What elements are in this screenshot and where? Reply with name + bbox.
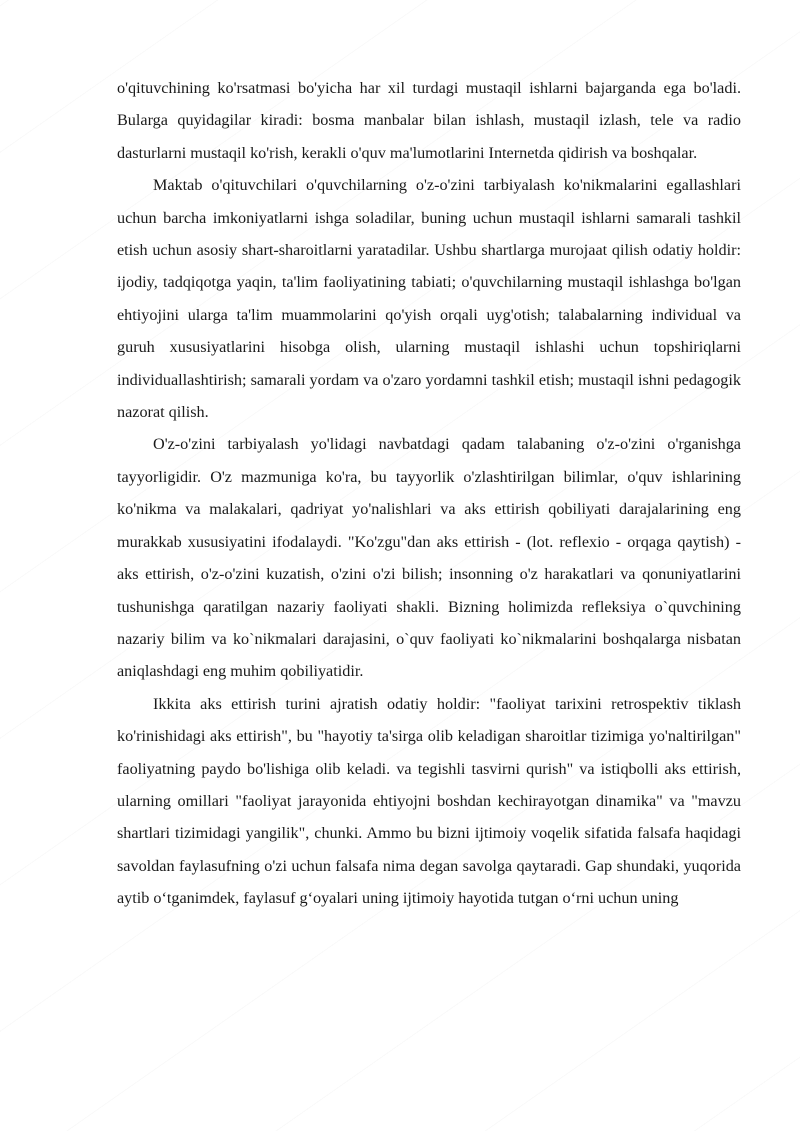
paragraph-3: O'z-o'zini tarbiyalash yo'lidagi navbatdagi qadam talabaning o'z-o'zini o'rganishga tayyorligidir. O'z mazmuniga ko'ra, bu tayyorlik o'zlashtirilgan bilimlar, o'quv ishlarining ko'nikma va malakalari, qadriyat yo'nalishlari va aks ettirish qobiliyati darajalarining eng murakkab xususiyatini ifodalaydi. "Ko'zgu"dan aks ettirish - (lot. reflexio - orqaga qaytish) - aks ettirish, o'z-o'zini kuzatish, o'zini o'zi bilish; insonning o'z harakatlari va qonuniyatlarini tushunishga qaratilgan nazariy faoliyati shakli. Bizning holimizda refleksiya o`quvchining nazariy bilim va ko`nikmalari darajasini, o`quv faoliyati ko`nikmalarini boshqalarga nisbatan aniqlashdagi eng muhim qobiliyatidir. (117, 435, 741, 681)
paragraph-4: Ikkita aks ettirish turini ajratish odatiy holdir: "faoliyat tarixini retrospektiv tiklash ko'rinishidagi aks ettirish", bu "hayotiy ta'sirga olib keladigan sharoitlar tizimiga yo'naltirilgan" faoliyatning paydo bo'lishiga olib keladi. va tegishli tasvirni qurish" va istiqbolli aks ettirish, ularning omillari "faoliyat jarayonida ehtiyojni boshdan kechirayotgan dinamika" va "mavzu shartlari tizimidagi yangilik", chunki. Ammo bu bizni ijtimoiy voqelik sifatida falsafa haqidagi savoldan faylasufning o'zi uchun falsafa nima degan savolga qaytaradi. Gap shundaki, yuqorida aytib o‘tganimdek, faylasuf g‘oyalari uning ijtimoiy hayotida tutgan o‘rni uchun uning (117, 694, 741, 908)
document-page (117, 72, 741, 915)
paragraph-2: Maktab o'qituvchilari o'quvchilarning o'z-o'zini tarbiyalash ko'nikmalarini egallashlari uchun barcha imkoniyatlarni ishga soladilar, buning uchun mustaqil ishlarni samarali tashkil etish uchun asosiy shart-sharoitlarni yaratadilar. Ushbu shartlarga murojaat qilish odatiy holdir: ijodiy, tadqiqotga yaqin, ta'lim faoliyatining tabiati; o'quvchilarning mustaqil ishlashga bo'lgan ehtiyojini ularga ta'lim muammolarini qo'yish orqali uyg'otish; talabalarning individual va guruh xususiyatlarini hisobga olish, ularning mustaqil ishlashi uchun topshiriqlarni individuallashtirish; samarali yordam va o'zaro yordamni tashkil etish; mustaqil ishni pedagogik nazorat qilish. (117, 176, 741, 422)
paragraph-1: o'qituvchining ko'rsatmasi bo'yicha har xil turdagi mustaqil ishlarni bajarganda ega bo'ladi. Bularga quyidagilar kiradi: bosma manbalar bilan ishlash, mustaqil izlash, tele va radio dasturlarni mustaqil ko'rish, kerakli o'quv ma'lumotlarini Internetda qidirish va boshqalar. (117, 79, 741, 162)
